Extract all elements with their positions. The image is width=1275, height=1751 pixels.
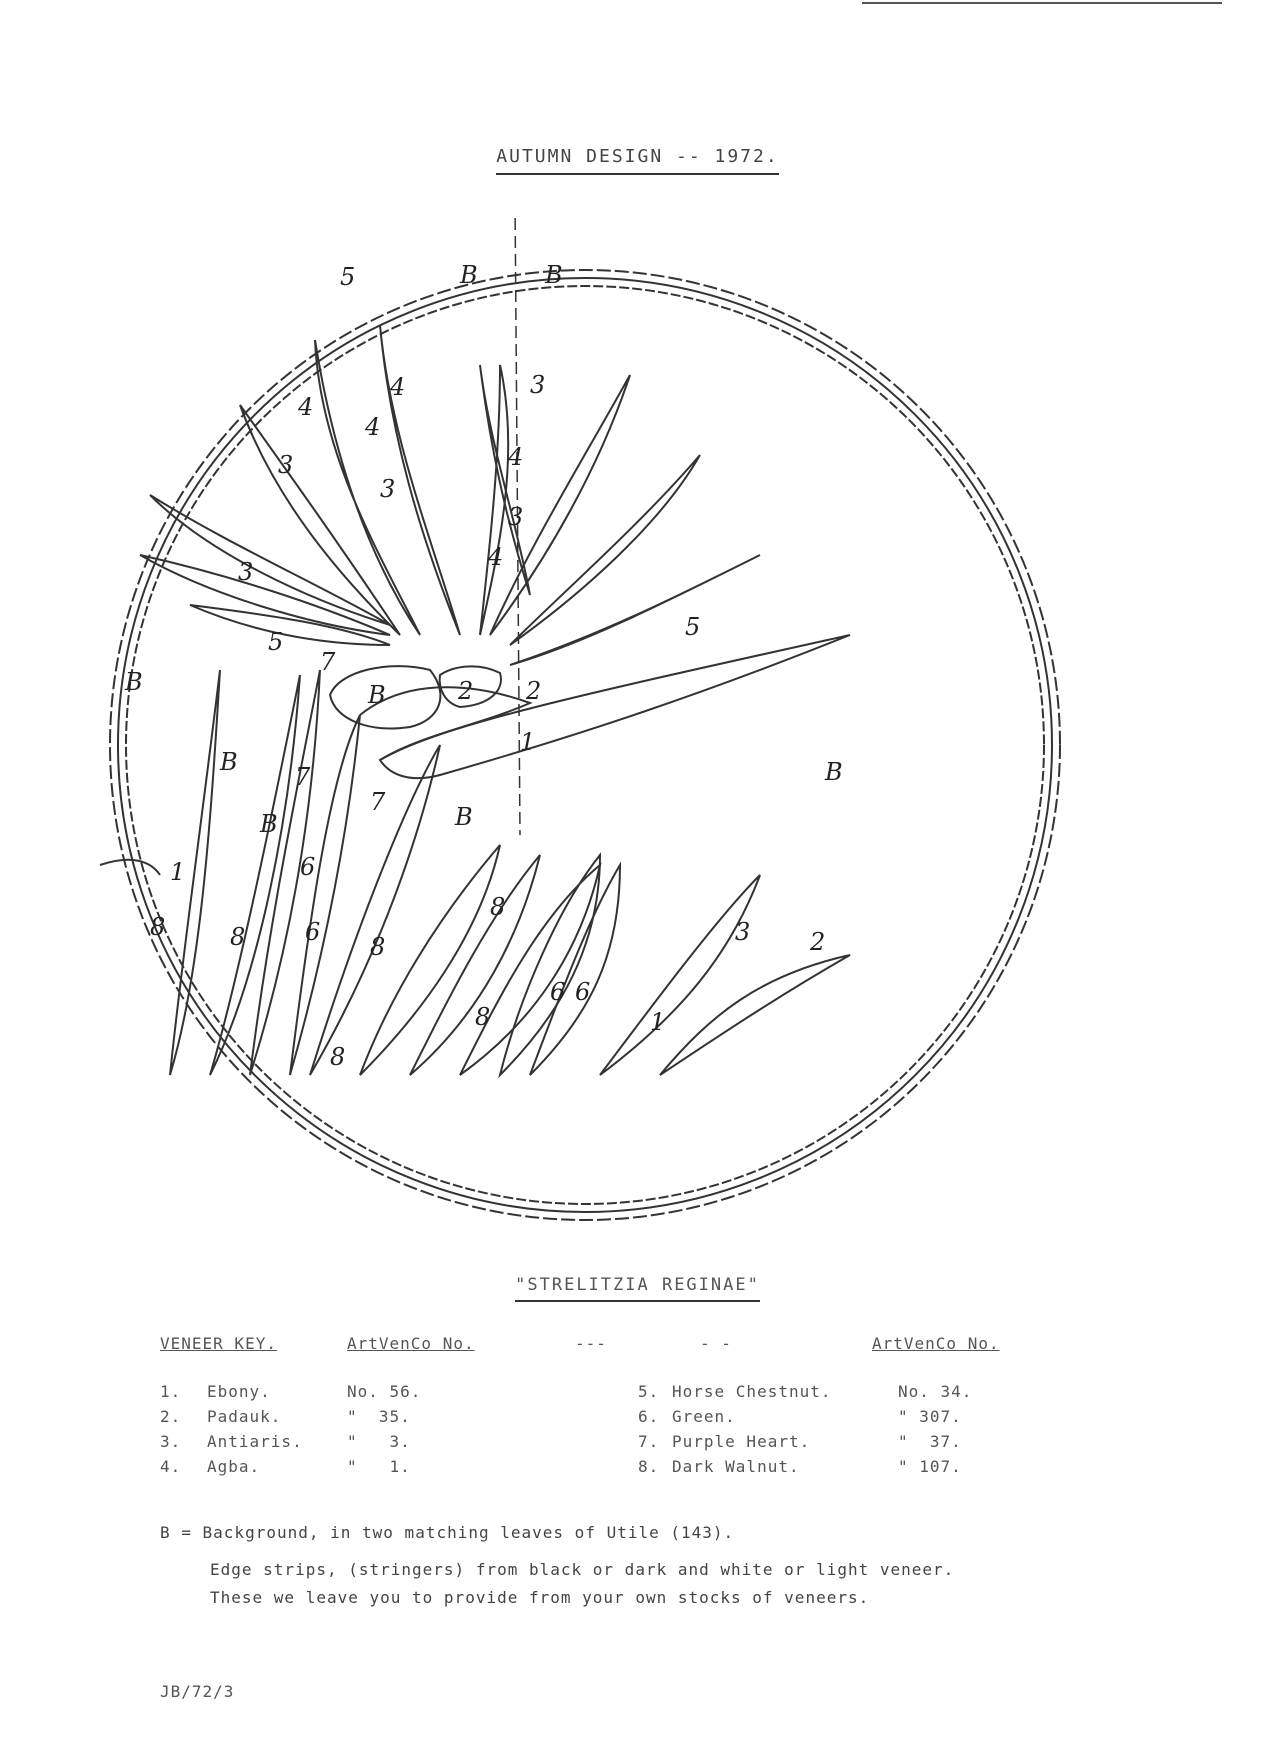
label-3-2: 3 bbox=[380, 475, 396, 503]
label-b-6: B bbox=[455, 803, 473, 831]
label-8-5: 8 bbox=[475, 1003, 491, 1031]
label-3-3: 3 bbox=[508, 503, 524, 531]
outer-circle bbox=[110, 270, 1060, 1220]
petal-9 bbox=[140, 555, 390, 635]
label-6-4: 6 bbox=[575, 978, 591, 1006]
key-right-name-1: Horse Chestnut. bbox=[672, 1382, 832, 1401]
label-5-3: 5 bbox=[268, 628, 284, 656]
strelitzia-marquetry-drawing bbox=[60, 215, 1110, 1275]
petal-10 bbox=[190, 605, 390, 645]
label-b-4: B bbox=[368, 681, 386, 709]
label-b-8: B bbox=[260, 810, 278, 838]
key-left-name-1: Ebony. bbox=[207, 1382, 271, 1401]
label-7-2: 7 bbox=[295, 763, 311, 791]
label-b-1: B bbox=[460, 261, 478, 289]
label-4-2: 4 bbox=[390, 373, 406, 401]
key-left-code-1: No. 56. bbox=[347, 1382, 422, 1401]
label-8-2: 8 bbox=[230, 923, 246, 951]
label-b-5: B bbox=[825, 758, 843, 786]
label-1-2: 1 bbox=[170, 858, 186, 886]
key-left-num-1: 1. bbox=[160, 1382, 182, 1401]
leaf-g bbox=[410, 855, 540, 1075]
middle-circle bbox=[118, 278, 1052, 1212]
key-left-code-2: " 35. bbox=[347, 1407, 411, 1426]
leaf-k bbox=[600, 875, 760, 1075]
edge-strips-note-line2: These we leave you to provide from your own stocks of veneers. bbox=[210, 1588, 870, 1607]
key-left-code-4: " 1. bbox=[347, 1457, 411, 1476]
label-3-5: 3 bbox=[530, 371, 546, 399]
key-left-name-4: Agba. bbox=[207, 1457, 261, 1476]
key-header-dash-2: - - bbox=[700, 1334, 732, 1353]
key-left-code-3: " 3. bbox=[347, 1432, 411, 1451]
key-right-code-2: " 307. bbox=[898, 1407, 962, 1426]
label-8-3: 8 bbox=[370, 933, 386, 961]
label-8-6: 8 bbox=[330, 1043, 346, 1071]
key-right-code-1: No. 34. bbox=[898, 1382, 973, 1401]
key-right-name-2: Green. bbox=[672, 1407, 736, 1426]
leaf-m bbox=[100, 860, 160, 875]
label-7-1: 7 bbox=[370, 788, 386, 816]
label-7-3: 7 bbox=[320, 648, 336, 676]
key-right-code-3: " 37. bbox=[898, 1432, 962, 1451]
key-right-num-4: 8. bbox=[638, 1457, 660, 1476]
label-3-1: 3 bbox=[278, 451, 294, 479]
top-rule bbox=[862, 2, 1222, 4]
document-reference: JB/72/3 bbox=[160, 1682, 235, 1701]
spathe-shape bbox=[380, 635, 850, 778]
key-header-artvenco-left: ArtVenCo No. bbox=[347, 1334, 475, 1353]
page-title bbox=[0, 146, 1275, 167]
label-2-1: 2 bbox=[458, 677, 474, 705]
drawing-caption-text: "STRELITZIA REGINAE" bbox=[515, 1275, 760, 1302]
key-right-num-2: 6. bbox=[638, 1407, 660, 1426]
label-4-3: 4 bbox=[365, 413, 381, 441]
key-right-num-3: 7. bbox=[638, 1432, 660, 1451]
edge-strips-note-line1: Edge strips, (stringers) from black or dark and white or light veneer. bbox=[210, 1560, 955, 1579]
label-5-2: 5 bbox=[685, 613, 701, 641]
drawing-caption bbox=[0, 1275, 1275, 1295]
petal-8 bbox=[150, 495, 390, 625]
key-left-name-3: Antiaris. bbox=[207, 1432, 303, 1451]
label-3-4: 3 bbox=[238, 558, 254, 586]
label-6-2: 6 bbox=[305, 918, 321, 946]
label-3-6: 3 bbox=[735, 918, 751, 946]
label-2-3: 2 bbox=[810, 928, 826, 956]
key-left-num-2: 2. bbox=[160, 1407, 182, 1426]
label-4-5: 4 bbox=[488, 543, 504, 571]
inner-circle bbox=[126, 286, 1044, 1204]
label-4-4: 4 bbox=[508, 443, 524, 471]
key-header-veneer: VENEER KEY. bbox=[160, 1334, 277, 1353]
key-header-dash-1: --- bbox=[575, 1334, 607, 1353]
label-6-3: 6 bbox=[550, 978, 566, 1006]
label-5-1: 5 bbox=[340, 263, 356, 291]
petal-6 bbox=[510, 455, 700, 645]
label-8-4: 8 bbox=[490, 893, 506, 921]
label-8-1: 8 bbox=[150, 913, 166, 941]
key-header-artvenco-right: ArtVenCo No. bbox=[872, 1334, 1000, 1353]
label-6-1: 6 bbox=[300, 853, 316, 881]
background-note: B = Background, in two matching leaves of Utile (143). bbox=[160, 1523, 735, 1542]
key-right-num-1: 5. bbox=[638, 1382, 660, 1401]
key-left-name-2: Padauk. bbox=[207, 1407, 282, 1426]
key-right-code-4: " 107. bbox=[898, 1457, 962, 1476]
label-b-2: B bbox=[545, 261, 563, 289]
page-title-text: AUTUMN DESIGN -- 1972. bbox=[496, 146, 778, 175]
label-b-7: B bbox=[220, 748, 238, 776]
drawing-svg bbox=[60, 215, 1110, 1275]
label-4-1: 4 bbox=[298, 393, 314, 421]
leaf-b bbox=[210, 675, 300, 1075]
label-1-3: 1 bbox=[650, 1008, 666, 1036]
key-left-num-3: 3. bbox=[160, 1432, 182, 1451]
leaf-l bbox=[660, 955, 850, 1075]
key-right-name-3: Purple Heart. bbox=[672, 1432, 811, 1451]
label-b-3: B bbox=[125, 668, 143, 696]
key-left-num-4: 4. bbox=[160, 1457, 182, 1476]
label-1-1: 1 bbox=[520, 728, 536, 756]
key-right-name-4: Dark Walnut. bbox=[672, 1457, 800, 1476]
label-2-2: 2 bbox=[526, 677, 542, 705]
